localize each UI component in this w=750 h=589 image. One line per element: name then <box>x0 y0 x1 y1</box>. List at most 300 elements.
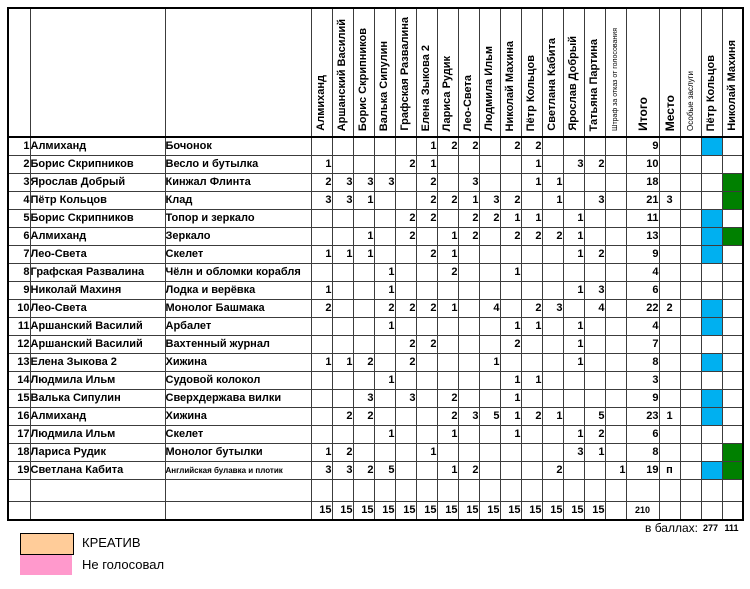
vote-cell-3[interactable]: 1 <box>353 227 374 245</box>
vote-cell-5[interactable]: 3 <box>395 389 416 407</box>
penalty-cell[interactable] <box>605 227 626 245</box>
row-number-cell[interactable]: 7 <box>8 245 30 263</box>
row-number-cell[interactable]: 16 <box>8 407 30 425</box>
total-cell[interactable]: 19 <box>626 461 659 479</box>
row-number-cell[interactable]: 17 <box>8 425 30 443</box>
vote-cell-9[interactable] <box>479 335 500 353</box>
author-cell[interactable]: Валька Сипулин <box>30 389 165 407</box>
vote-cell-1[interactable] <box>311 227 332 245</box>
vote-cell-14[interactable] <box>584 461 605 479</box>
row-number-cell[interactable]: 2 <box>8 155 30 173</box>
vote-cell-4[interactable] <box>374 353 395 371</box>
total-cell[interactable]: 3 <box>626 371 659 389</box>
voter-quota-cell-4[interactable]: 15 <box>374 501 395 520</box>
nikolai-bonus-cell[interactable] <box>722 299 743 317</box>
vote-cell-9[interactable]: 4 <box>479 299 500 317</box>
petr-bonus-cell[interactable] <box>701 137 722 155</box>
vote-cell-2[interactable] <box>332 317 353 335</box>
vote-cell-11[interactable] <box>521 353 542 371</box>
place-cell[interactable]: п <box>659 461 680 479</box>
place-cell[interactable]: 3 <box>659 191 680 209</box>
vote-cell-5[interactable] <box>395 407 416 425</box>
vote-cell-10[interactable]: 1 <box>500 263 521 281</box>
vote-cell-10[interactable] <box>500 479 521 501</box>
work-cell[interactable]: Чёлн и обломки корабля <box>165 263 311 281</box>
work-cell[interactable]: Зеркало <box>165 227 311 245</box>
vote-cell-9[interactable] <box>479 155 500 173</box>
vote-cell-10[interactable] <box>500 353 521 371</box>
voter-quota-cell-14[interactable]: 15 <box>584 501 605 520</box>
vote-cell-14[interactable]: 3 <box>584 281 605 299</box>
vote-cell-10[interactable]: 2 <box>500 191 521 209</box>
nikolai-bonus-cell[interactable] <box>722 281 743 299</box>
work-cell[interactable]: Кинжал Флинта <box>165 173 311 191</box>
vote-cell-14[interactable] <box>584 371 605 389</box>
place-cell[interactable] <box>659 227 680 245</box>
vote-cell-12[interactable]: 2 <box>542 461 563 479</box>
vote-cell-9[interactable] <box>479 245 500 263</box>
author-cell[interactable]: Лео-Света <box>30 299 165 317</box>
total-cell[interactable]: 23 <box>626 407 659 425</box>
work-cell[interactable]: Монолог бутылки <box>165 443 311 461</box>
vote-cell-4[interactable] <box>374 443 395 461</box>
voter-quota-cell-12[interactable]: 15 <box>542 501 563 520</box>
petr-bonus-cell[interactable] <box>701 479 722 501</box>
nikolai-bonus-cell[interactable] <box>722 461 743 479</box>
vote-cell-10[interactable] <box>500 281 521 299</box>
merit-cell[interactable] <box>680 353 701 371</box>
vote-cell-12[interactable]: 3 <box>542 299 563 317</box>
vote-cell-12[interactable] <box>542 317 563 335</box>
vote-cell-5[interactable] <box>395 461 416 479</box>
work-cell[interactable]: Арбалет <box>165 317 311 335</box>
penalty-cell[interactable] <box>605 245 626 263</box>
work-cell[interactable]: Английская булавка и плотик <box>165 461 311 479</box>
merit-cell[interactable] <box>680 263 701 281</box>
vote-cell-11[interactable] <box>521 443 542 461</box>
voter-quota-cell-7[interactable]: 15 <box>437 501 458 520</box>
work-cell[interactable]: Весло и бутылка <box>165 155 311 173</box>
work-cell[interactable]: Судовой колокол <box>165 371 311 389</box>
vote-cell-13[interactable]: 1 <box>563 425 584 443</box>
vote-cell-1[interactable] <box>311 425 332 443</box>
vote-cell-10[interactable]: 1 <box>500 317 521 335</box>
vote-cell-5[interactable] <box>395 443 416 461</box>
vote-cell-1[interactable] <box>311 371 332 389</box>
vote-cell-2[interactable] <box>332 227 353 245</box>
vote-cell-8[interactable] <box>458 389 479 407</box>
vote-cell-11[interactable] <box>521 191 542 209</box>
vote-cell-10[interactable]: 2 <box>500 335 521 353</box>
row-number-cell[interactable]: 15 <box>8 389 30 407</box>
author-cell[interactable]: Людмила Ильм <box>30 425 165 443</box>
vote-cell-6[interactable] <box>416 389 437 407</box>
vote-cell-6[interactable] <box>416 281 437 299</box>
vote-cell-3[interactable] <box>353 443 374 461</box>
vote-cell-11[interactable] <box>521 245 542 263</box>
voter-quota-cell-6[interactable]: 15 <box>416 501 437 520</box>
voter-quota-cell-8[interactable]: 15 <box>458 501 479 520</box>
vote-cell-5[interactable] <box>395 137 416 155</box>
total-cell[interactable]: 22 <box>626 299 659 317</box>
vote-cell-14[interactable]: 2 <box>584 155 605 173</box>
vote-cell-11[interactable]: 1 <box>521 209 542 227</box>
author-cell[interactable]: Борис Скрипников <box>30 209 165 227</box>
merit-cell[interactable] <box>680 425 701 443</box>
vote-cell-12[interactable] <box>542 245 563 263</box>
vote-cell-12[interactable] <box>542 371 563 389</box>
voter-quota-cell-13[interactable]: 15 <box>563 501 584 520</box>
vote-cell-7[interactable] <box>437 371 458 389</box>
vote-cell-7[interactable]: 2 <box>437 191 458 209</box>
total-cell[interactable]: 6 <box>626 281 659 299</box>
vote-cell-8[interactable] <box>458 335 479 353</box>
vote-cell-3[interactable]: 2 <box>353 353 374 371</box>
penalty-cell[interactable] <box>605 353 626 371</box>
vote-cell-7[interactable] <box>437 317 458 335</box>
penalty-cell[interactable] <box>605 371 626 389</box>
vote-cell-8[interactable]: 1 <box>458 191 479 209</box>
vote-cell-1[interactable] <box>311 209 332 227</box>
vote-cell-8[interactable] <box>458 263 479 281</box>
grand-total-cell[interactable]: 210 <box>626 501 659 520</box>
corner-work-cell[interactable] <box>165 8 311 137</box>
penalty-cell[interactable] <box>605 155 626 173</box>
row-number-cell[interactable]: 4 <box>8 191 30 209</box>
vote-cell-10[interactable]: 1 <box>500 209 521 227</box>
vote-cell-8[interactable]: 2 <box>458 227 479 245</box>
merit-cell[interactable] <box>680 155 701 173</box>
vote-cell-6[interactable] <box>416 353 437 371</box>
vote-cell-5[interactable] <box>395 371 416 389</box>
row-number-cell[interactable]: 12 <box>8 335 30 353</box>
petr-bonus-cell[interactable] <box>701 245 722 263</box>
vote-cell-1[interactable]: 2 <box>311 173 332 191</box>
vote-cell-13[interactable] <box>563 137 584 155</box>
vote-cell-6[interactable]: 2 <box>416 335 437 353</box>
petr-bonus-cell[interactable] <box>701 389 722 407</box>
voter-header-1[interactable] <box>311 8 332 137</box>
vote-cell-11[interactable] <box>521 425 542 443</box>
vote-cell-2[interactable] <box>332 371 353 389</box>
work-cell[interactable]: Скелет <box>165 245 311 263</box>
total-cell[interactable]: 9 <box>626 137 659 155</box>
nikolai-bonus-header[interactable] <box>722 8 743 137</box>
vote-cell-11[interactable]: 1 <box>521 371 542 389</box>
vote-cell-4[interactable]: 5 <box>374 461 395 479</box>
vote-cell-2[interactable] <box>332 299 353 317</box>
voter-header-10[interactable] <box>500 8 521 137</box>
vote-cell-5[interactable]: 2 <box>395 335 416 353</box>
work-cell[interactable]: Бочонок <box>165 137 311 155</box>
vote-cell-5[interactable] <box>395 425 416 443</box>
vote-cell-12[interactable]: 2 <box>542 227 563 245</box>
voter-header-3[interactable] <box>353 8 374 137</box>
vote-cell-3[interactable] <box>353 425 374 443</box>
voter-quota-cell-9[interactable]: 15 <box>479 501 500 520</box>
vote-cell-13[interactable]: 1 <box>563 245 584 263</box>
vote-cell-2[interactable]: 1 <box>332 245 353 263</box>
vote-cell-12[interactable] <box>542 281 563 299</box>
petr-bonus-header[interactable] <box>701 8 722 137</box>
vote-cell-14[interactable] <box>584 317 605 335</box>
vote-cell-14[interactable] <box>584 389 605 407</box>
row-number-cell[interactable] <box>8 501 30 520</box>
vote-cell-7[interactable] <box>437 353 458 371</box>
vote-cell-10[interactable] <box>500 155 521 173</box>
work-cell[interactable]: Скелет <box>165 425 311 443</box>
vote-cell-7[interactable] <box>437 335 458 353</box>
merit-cell[interactable] <box>680 461 701 479</box>
author-cell[interactable]: Светлана Кабита <box>30 461 165 479</box>
voter-quota-cell-3[interactable]: 15 <box>353 501 374 520</box>
vote-cell-14[interactable] <box>584 353 605 371</box>
voter-header-14[interactable] <box>584 8 605 137</box>
vote-cell-13[interactable]: 1 <box>563 209 584 227</box>
nikolai-bonus-cell[interactable] <box>722 501 743 520</box>
vote-cell-7[interactable] <box>437 173 458 191</box>
vote-cell-3[interactable]: 1 <box>353 191 374 209</box>
total-cell[interactable]: 11 <box>626 209 659 227</box>
petr-bonus-cell[interactable] <box>701 173 722 191</box>
work-cell[interactable] <box>165 479 311 501</box>
voter-quota-cell-1[interactable]: 15 <box>311 501 332 520</box>
vote-cell-7[interactable]: 1 <box>437 227 458 245</box>
vote-cell-11[interactable]: 2 <box>521 227 542 245</box>
row-number-cell[interactable]: 14 <box>8 371 30 389</box>
nikolai-bonus-cell[interactable] <box>722 191 743 209</box>
petr-bonus-cell[interactable] <box>701 281 722 299</box>
vote-cell-3[interactable]: 3 <box>353 173 374 191</box>
work-cell[interactable]: Сверхдержава вилки <box>165 389 311 407</box>
vote-cell-4[interactable]: 1 <box>374 281 395 299</box>
work-cell[interactable]: Клад <box>165 191 311 209</box>
vote-cell-7[interactable] <box>437 281 458 299</box>
vote-cell-6[interactable] <box>416 371 437 389</box>
voter-quota-cell-2[interactable]: 15 <box>332 501 353 520</box>
penalty-cell[interactable]: 1 <box>605 461 626 479</box>
author-cell[interactable] <box>30 501 165 520</box>
vote-cell-13[interactable]: 1 <box>563 353 584 371</box>
vote-cell-3[interactable] <box>353 281 374 299</box>
penalty-cell[interactable] <box>605 209 626 227</box>
author-cell[interactable]: Графская Развалина <box>30 263 165 281</box>
vote-cell-2[interactable] <box>332 479 353 501</box>
row-number-cell[interactable]: 18 <box>8 443 30 461</box>
row-number-cell[interactable]: 1 <box>8 137 30 155</box>
vote-cell-6[interactable]: 1 <box>416 155 437 173</box>
vote-cell-11[interactable] <box>521 461 542 479</box>
nikolai-bonus-cell[interactable] <box>722 209 743 227</box>
place-cell[interactable] <box>659 209 680 227</box>
vote-cell-2[interactable] <box>332 155 353 173</box>
total-cell[interactable]: 18 <box>626 173 659 191</box>
petr-bonus-cell[interactable] <box>701 501 722 520</box>
vote-cell-14[interactable]: 2 <box>584 425 605 443</box>
place-cell[interactable] <box>659 173 680 191</box>
vote-cell-4[interactable]: 2 <box>374 299 395 317</box>
vote-cell-5[interactable] <box>395 245 416 263</box>
vote-cell-13[interactable] <box>563 263 584 281</box>
nikolai-bonus-cell[interactable] <box>722 335 743 353</box>
nikolai-bonus-cell[interactable] <box>722 371 743 389</box>
penalty-cell[interactable] <box>605 501 626 520</box>
vote-cell-8[interactable] <box>458 281 479 299</box>
vote-cell-4[interactable] <box>374 191 395 209</box>
vote-cell-13[interactable] <box>563 299 584 317</box>
place-cell[interactable] <box>659 425 680 443</box>
vote-cell-3[interactable]: 2 <box>353 407 374 425</box>
total-cell[interactable]: 8 <box>626 353 659 371</box>
row-number-cell[interactable]: 11 <box>8 317 30 335</box>
work-cell[interactable] <box>165 501 311 520</box>
total-cell[interactable]: 4 <box>626 317 659 335</box>
merit-cell[interactable] <box>680 299 701 317</box>
vote-cell-5[interactable]: 2 <box>395 227 416 245</box>
vote-cell-13[interactable] <box>563 371 584 389</box>
vote-cell-7[interactable]: 2 <box>437 407 458 425</box>
vote-cell-7[interactable] <box>437 209 458 227</box>
vote-cell-12[interactable] <box>542 155 563 173</box>
nikolai-bonus-cell[interactable] <box>722 389 743 407</box>
total-cell[interactable]: 8 <box>626 443 659 461</box>
vote-cell-4[interactable] <box>374 227 395 245</box>
vote-cell-1[interactable] <box>311 137 332 155</box>
total-cell[interactable]: 21 <box>626 191 659 209</box>
vote-cell-11[interactable] <box>521 335 542 353</box>
vote-cell-11[interactable]: 2 <box>521 137 542 155</box>
voter-header-12[interactable] <box>542 8 563 137</box>
place-cell[interactable] <box>659 479 680 501</box>
author-cell[interactable]: Алмиханд <box>30 407 165 425</box>
vote-cell-11[interactable] <box>521 479 542 501</box>
work-cell[interactable]: Монолог Башмака <box>165 299 311 317</box>
petr-bonus-cell[interactable] <box>701 317 722 335</box>
nikolai-bonus-cell[interactable] <box>722 425 743 443</box>
vote-cell-4[interactable]: 1 <box>374 425 395 443</box>
vote-cell-9[interactable] <box>479 443 500 461</box>
vote-cell-4[interactable] <box>374 335 395 353</box>
row-number-cell[interactable]: 8 <box>8 263 30 281</box>
place-cell[interactable] <box>659 335 680 353</box>
total-cell[interactable]: 7 <box>626 335 659 353</box>
vote-cell-6[interactable] <box>416 263 437 281</box>
vote-cell-7[interactable]: 1 <box>437 425 458 443</box>
vote-cell-2[interactable] <box>332 263 353 281</box>
vote-cell-8[interactable] <box>458 353 479 371</box>
vote-cell-6[interactable] <box>416 461 437 479</box>
voter-header-8[interactable] <box>458 8 479 137</box>
vote-cell-3[interactable] <box>353 479 374 501</box>
vote-cell-2[interactable] <box>332 281 353 299</box>
penalty-cell[interactable] <box>605 425 626 443</box>
vote-cell-11[interactable]: 2 <box>521 407 542 425</box>
vote-cell-13[interactable]: 1 <box>563 227 584 245</box>
vote-cell-7[interactable] <box>437 479 458 501</box>
vote-cell-9[interactable]: 3 <box>479 191 500 209</box>
vote-cell-9[interactable] <box>479 317 500 335</box>
work-cell[interactable]: Хижина <box>165 353 311 371</box>
vote-cell-11[interactable] <box>521 389 542 407</box>
vote-cell-5[interactable] <box>395 191 416 209</box>
vote-cell-9[interactable] <box>479 461 500 479</box>
merit-cell[interactable] <box>680 389 701 407</box>
nikolai-bonus-cell[interactable] <box>722 407 743 425</box>
vote-cell-4[interactable] <box>374 209 395 227</box>
place-cell[interactable] <box>659 317 680 335</box>
vote-cell-12[interactable] <box>542 137 563 155</box>
vote-cell-8[interactable]: 2 <box>458 461 479 479</box>
vote-cell-8[interactable] <box>458 245 479 263</box>
row-number-cell[interactable]: 10 <box>8 299 30 317</box>
vote-cell-3[interactable] <box>353 335 374 353</box>
vote-cell-11[interactable]: 1 <box>521 155 542 173</box>
vote-cell-5[interactable]: 2 <box>395 353 416 371</box>
row-number-cell[interactable]: 3 <box>8 173 30 191</box>
vote-cell-2[interactable] <box>332 389 353 407</box>
vote-cell-11[interactable]: 1 <box>521 173 542 191</box>
vote-cell-3[interactable] <box>353 317 374 335</box>
voter-header-7[interactable] <box>437 8 458 137</box>
penalty-cell[interactable] <box>605 389 626 407</box>
vote-cell-10[interactable] <box>500 299 521 317</box>
merit-header[interactable] <box>680 8 701 137</box>
vote-cell-14[interactable] <box>584 263 605 281</box>
vote-cell-14[interactable]: 5 <box>584 407 605 425</box>
vote-cell-7[interactable]: 2 <box>437 263 458 281</box>
vote-cell-8[interactable] <box>458 425 479 443</box>
vote-cell-6[interactable] <box>416 317 437 335</box>
place-cell[interactable] <box>659 371 680 389</box>
vote-cell-1[interactable] <box>311 389 332 407</box>
vote-cell-2[interactable]: 2 <box>332 407 353 425</box>
work-cell[interactable]: Хижина <box>165 407 311 425</box>
total-cell[interactable]: 9 <box>626 389 659 407</box>
author-cell[interactable]: Лео-Света <box>30 245 165 263</box>
vote-cell-8[interactable]: 3 <box>458 407 479 425</box>
vote-cell-5[interactable] <box>395 173 416 191</box>
vote-cell-2[interactable]: 3 <box>332 191 353 209</box>
merit-cell[interactable] <box>680 137 701 155</box>
vote-cell-3[interactable]: 1 <box>353 245 374 263</box>
vote-cell-9[interactable] <box>479 263 500 281</box>
vote-cell-12[interactable] <box>542 425 563 443</box>
vote-cell-5[interactable]: 2 <box>395 155 416 173</box>
work-cell[interactable]: Вахтенный журнал <box>165 335 311 353</box>
vote-cell-10[interactable]: 2 <box>500 227 521 245</box>
vote-cell-6[interactable]: 2 <box>416 245 437 263</box>
penalty-cell[interactable] <box>605 191 626 209</box>
petr-bonus-cell[interactable] <box>701 371 722 389</box>
vote-cell-4[interactable] <box>374 389 395 407</box>
nikolai-bonus-cell[interactable] <box>722 227 743 245</box>
total-cell[interactable] <box>626 479 659 501</box>
nikolai-bonus-cell[interactable] <box>722 443 743 461</box>
vote-cell-13[interactable] <box>563 191 584 209</box>
vote-cell-13[interactable] <box>563 461 584 479</box>
vote-cell-10[interactable] <box>500 245 521 263</box>
vote-cell-9[interactable] <box>479 227 500 245</box>
petr-bonus-cell[interactable] <box>701 209 722 227</box>
vote-cell-12[interactable] <box>542 353 563 371</box>
vote-cell-14[interactable]: 4 <box>584 299 605 317</box>
vote-cell-3[interactable]: 3 <box>353 389 374 407</box>
penalty-cell[interactable] <box>605 407 626 425</box>
merit-cell[interactable] <box>680 245 701 263</box>
total-cell[interactable]: 13 <box>626 227 659 245</box>
vote-cell-8[interactable]: 2 <box>458 137 479 155</box>
vote-cell-10[interactable] <box>500 443 521 461</box>
